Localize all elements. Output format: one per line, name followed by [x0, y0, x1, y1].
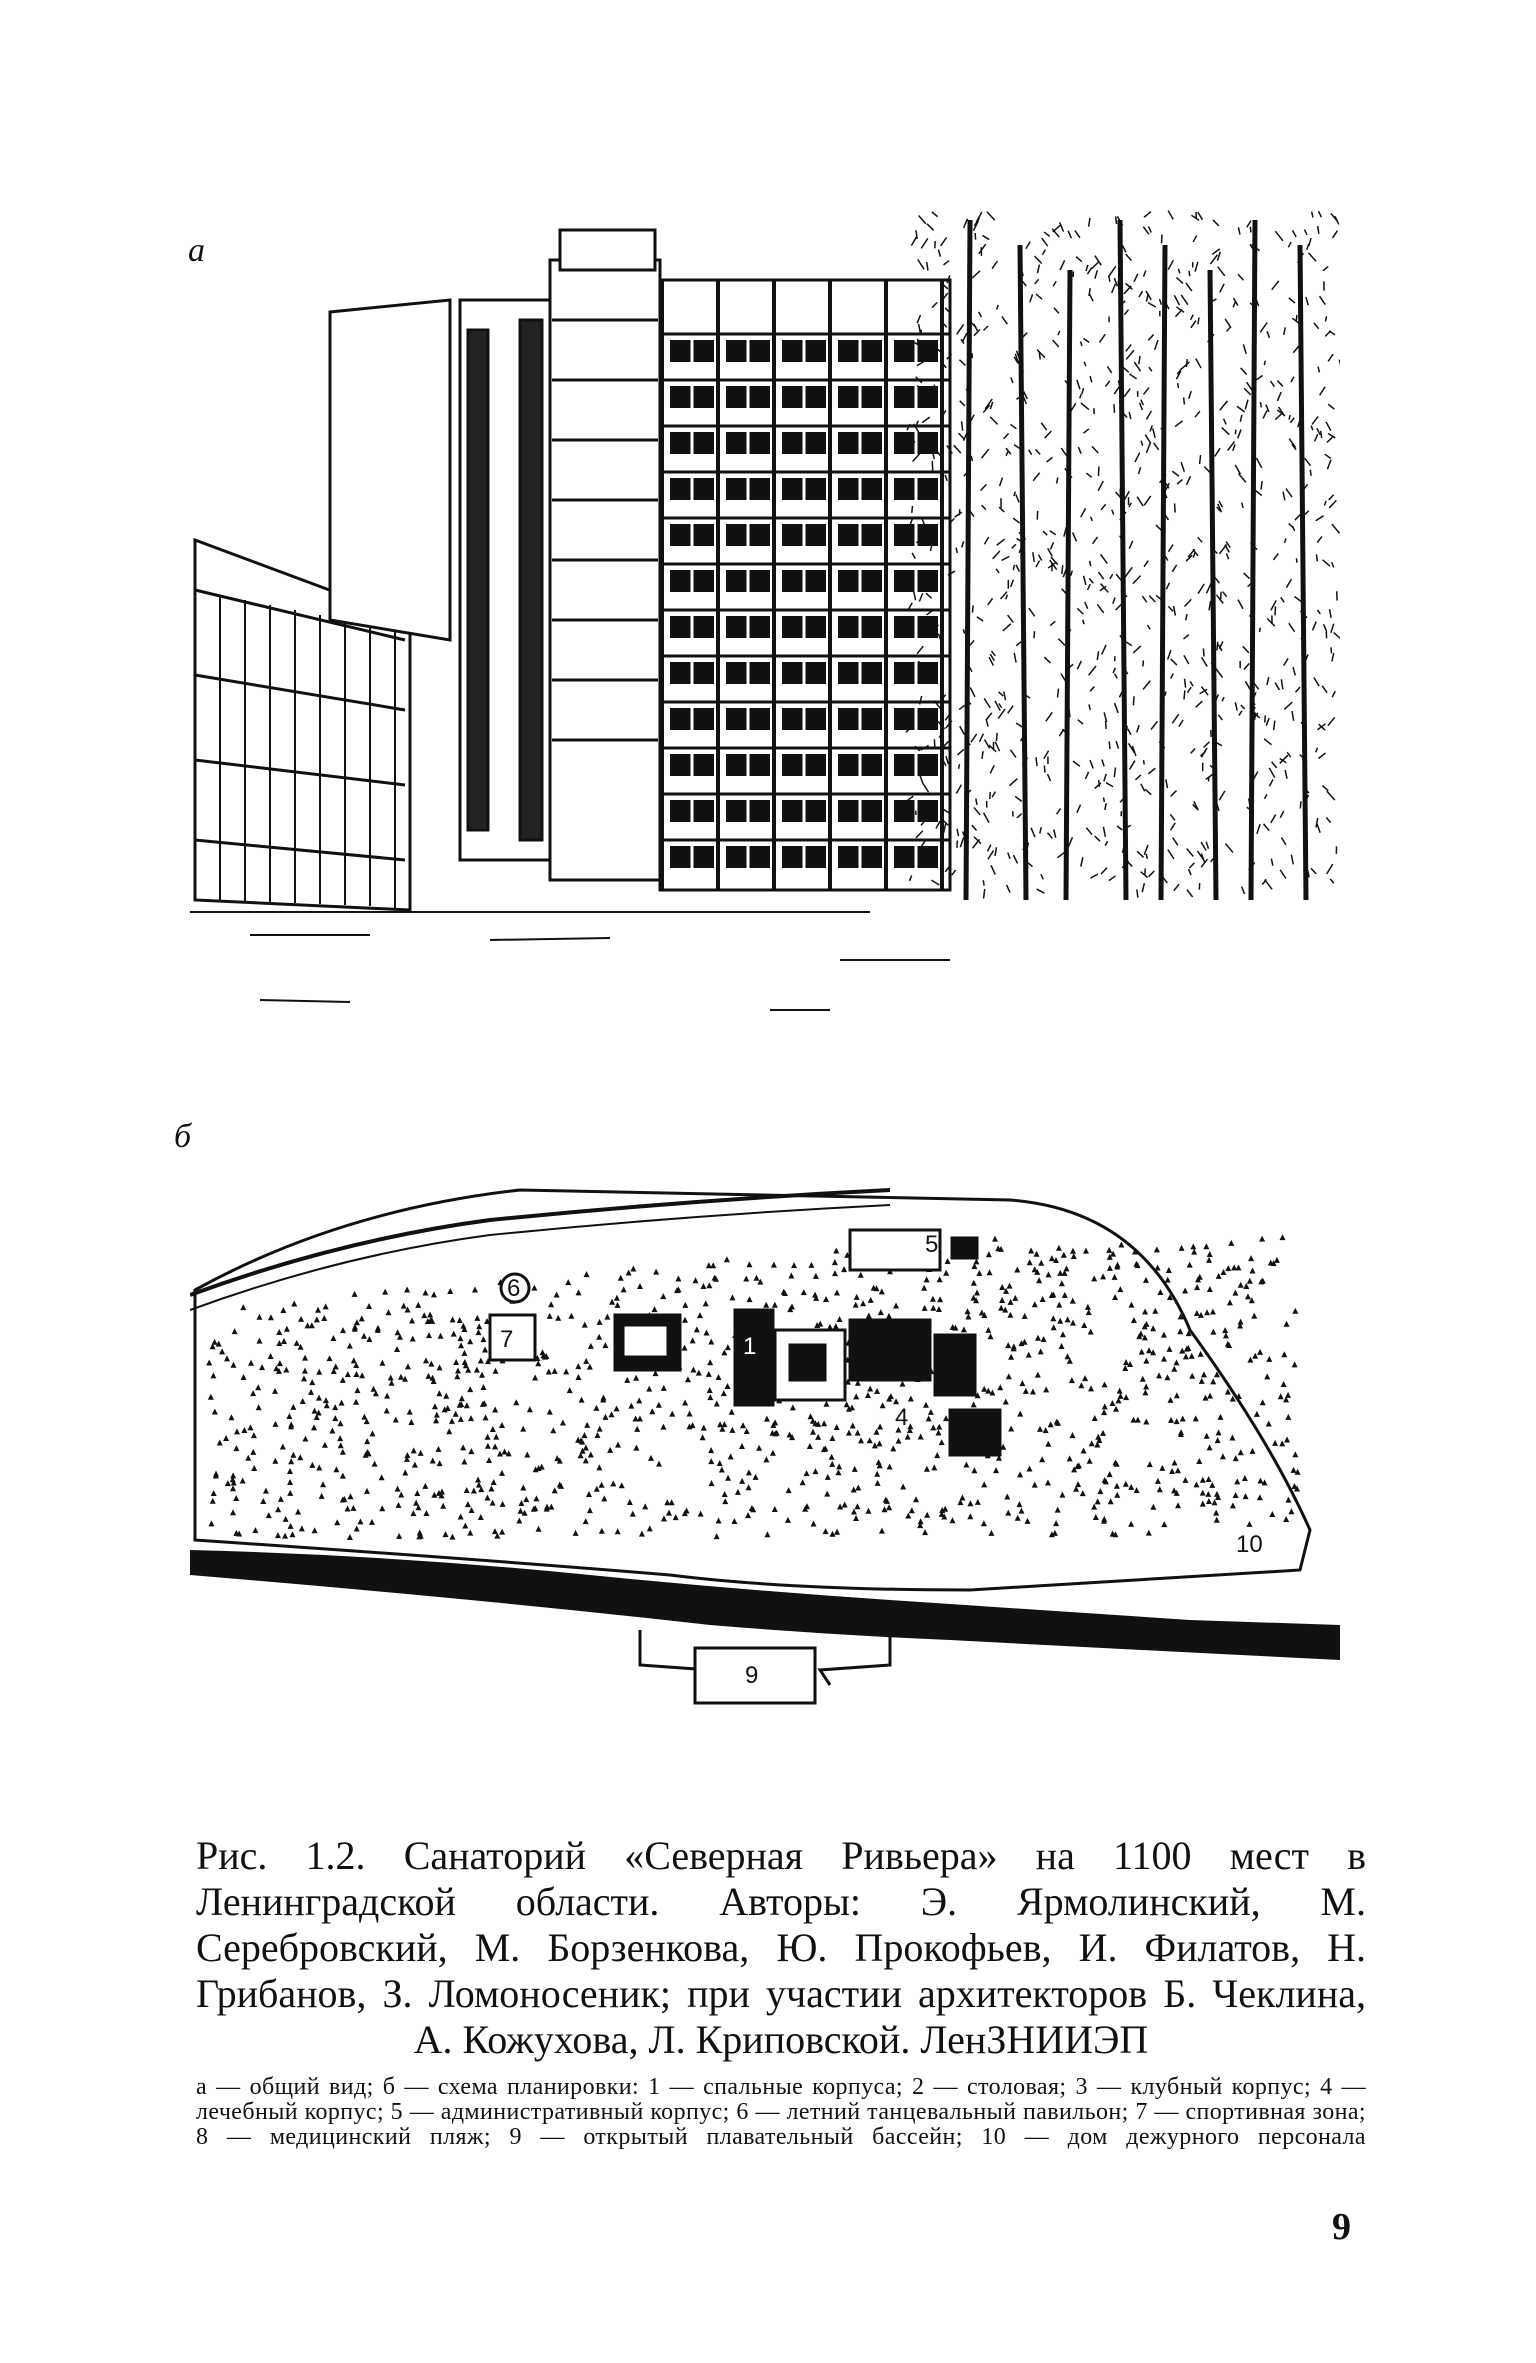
map-label-7: 7 — [500, 1326, 514, 1353]
map-label-10: 10 — [1236, 1531, 1263, 1558]
map-label-4: 4 — [895, 1404, 909, 1431]
map-label-6: 6 — [507, 1275, 521, 1302]
panel-label-a: а — [188, 232, 205, 269]
map-label-8: 8 — [758, 1596, 772, 1623]
map-label-1: 1 — [743, 1333, 757, 1360]
site-plan — [190, 1180, 1340, 1810]
building-illustration — [190, 200, 1340, 1060]
page-number: 9 — [1332, 2206, 1351, 2248]
ground-lines — [190, 912, 950, 1010]
map-label-2: 2 — [810, 1351, 824, 1378]
panel-label-b: б — [174, 1118, 192, 1155]
map-label-5: 5 — [925, 1231, 939, 1258]
figure-caption-legend: а — общий вид; б — схема планировки: 1 — спальные корпуса; 2 — столовая; 3 — клубный корпус; 4 — лечебный корпус; 5 — административный корпус; 6 — летний танцевальный павильон; 7 — спортивная зона; 8 — медицинский пляж; 9 — открытый плавательный бассейн; 10 — дом дежурного персонала — [196, 2074, 1366, 2150]
figure-caption-title: Рис. 1.2. Санаторий «Северная Ривьера» на 1100 мест в Ленинградской области. Авторы: Э. Ярмолинский, М. Серебровский, М. Борзенкова, Ю. Прокофьев, И. Филатов, Н. Грибанов, З. Ломоносеник; при участии архитекторов Б. Чеклина, А. Кожухова, Л. Криповской. ЛенЗНИИЭП — [196, 1833, 1366, 2062]
tower-stair-core — [550, 230, 660, 880]
map-label-9: 9 — [745, 1662, 759, 1689]
pine-trees — [906, 211, 1340, 900]
